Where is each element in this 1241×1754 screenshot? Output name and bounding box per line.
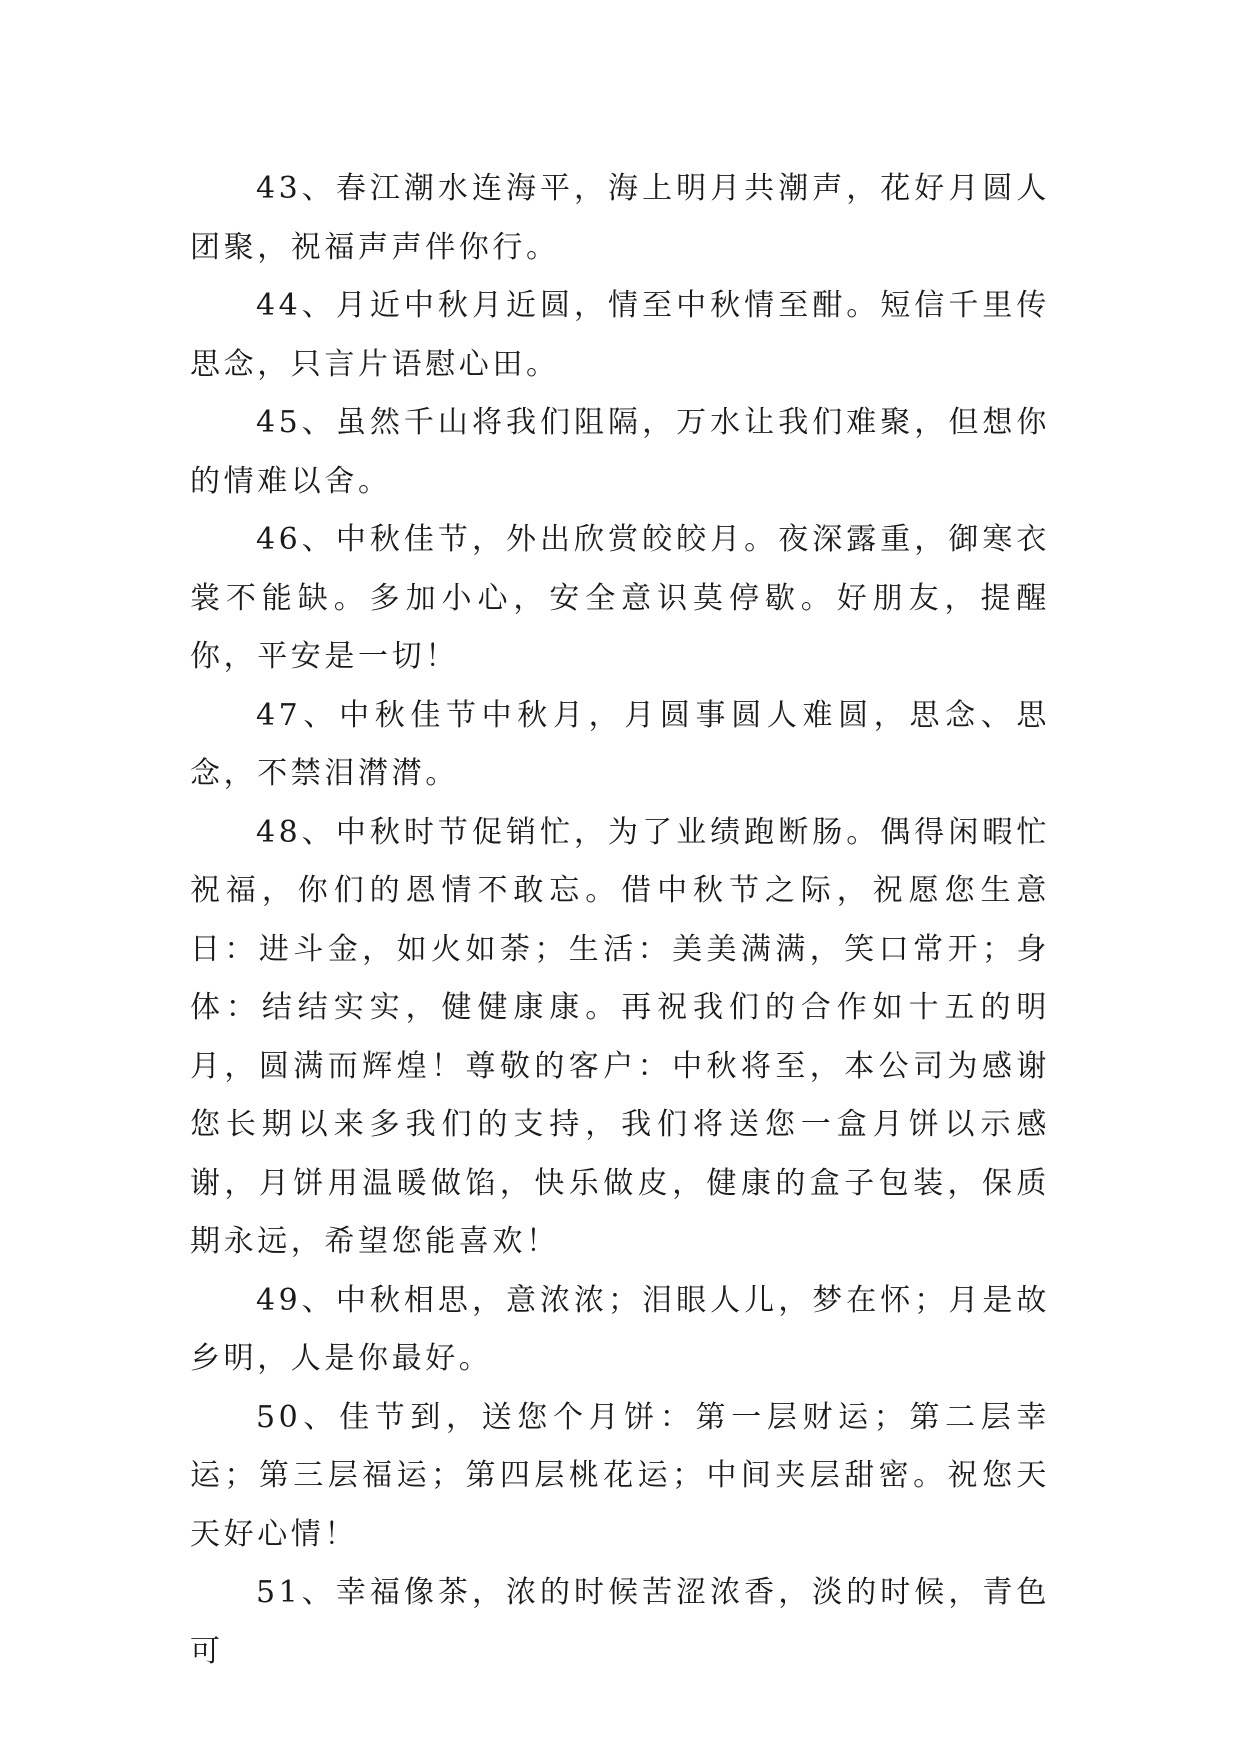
paragraph-48: 48、中秋时节促销忙，为了业绩跑断肠。偶得闲暇忙祝福，你们的恩情不敢忘。借中秋节之际，祝愿您生意日：进斗金，如火如荼；生活：美美满满，笑口常开；身体：结结实实，健健康康。再祝我们的合作如十五的明月，圆满而辉煌！尊敬的客户：中秋将至，本公司为感谢您长期以来多我们的支持，我们将送您一盒月饼以示感谢，月饼用温暖做馅，快乐做皮，健康的盒子包装，保质期永远，希望您能喜欢！ — [190, 814, 1050, 1259]
paragraph-50: 50、佳节到，送您个月饼：第一层财运；第二层幸运；第三层福运；第四层桃花运；中间夹层甜密。祝您天天好心情！ — [190, 1399, 1050, 1552]
paragraph-45: 45、虽然千山将我们阻隔，万水让我们难聚，但想你的情难以舍。 — [190, 405, 1050, 499]
paragraph-47: 47、中秋佳节中秋月，月圆事圆人难圆，思念、思念，不禁泪潸潸。 — [190, 697, 1050, 791]
paragraph-49: 49、中秋相思，意浓浓；泪眼人儿，梦在怀；月是故乡明，人是你最好。 — [190, 1282, 1050, 1376]
paragraph-51: 51、幸福像茶，浓的时候苦涩浓香，淡的时候，青色可 — [190, 1575, 1050, 1669]
paragraph-46: 46、中秋佳节，外出欣赏皎皎月。夜深露重，御寒衣裳不能缺。多加小心，安全意识莫停歇。好朋友，提醒你，平安是一切！ — [190, 522, 1050, 674]
document-body — [190, 160, 1050, 1681]
paragraph-44: 44、月近中秋月近圆，情至中秋情至酣。短信千里传思念，只言片语慰心田。 — [190, 288, 1050, 382]
paragraph-43: 43、春江潮水连海平，海上明月共潮声，花好月圆人团聚，祝福声声伴你行。 — [190, 171, 1050, 265]
